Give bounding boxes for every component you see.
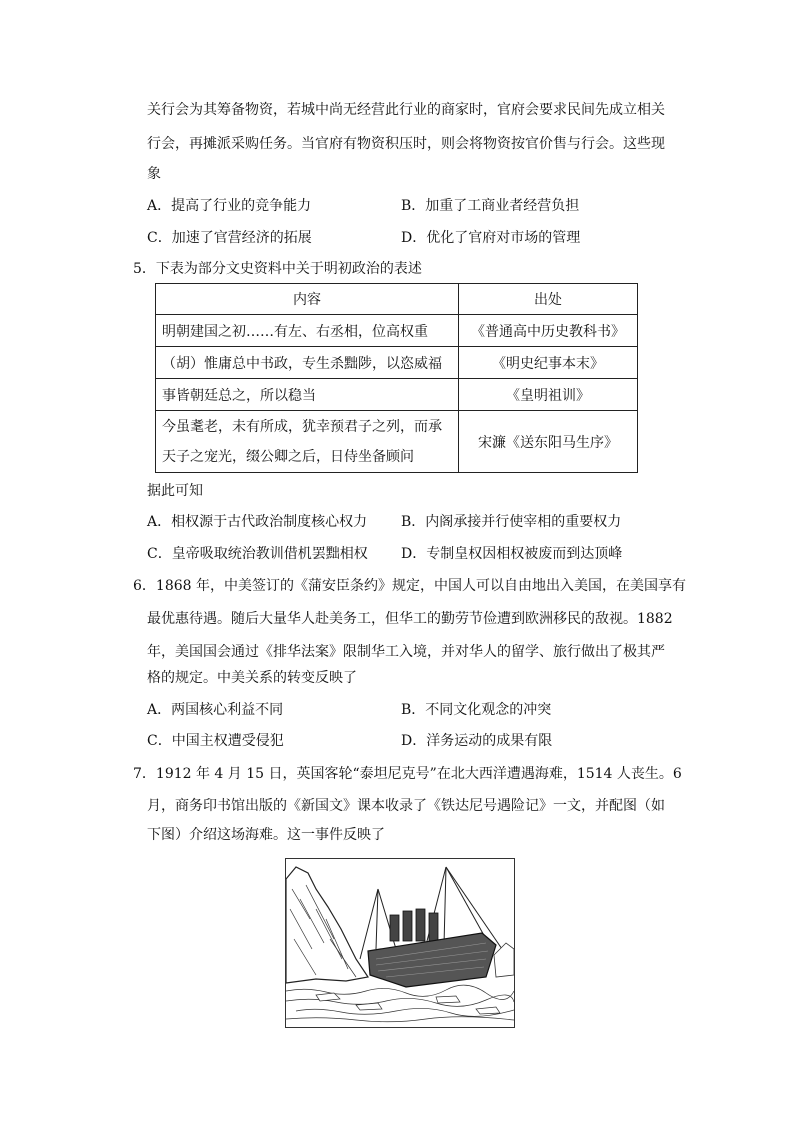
q6-option-a: A．两国核心利益不同 xyxy=(147,702,284,718)
table-cell-source: 《皇明祖训》 xyxy=(459,379,638,411)
q5-option-b: B．内阁承接并行使宰相的重要权力 xyxy=(401,514,622,530)
table-cell-source: 《明史纪事本末》 xyxy=(459,347,638,379)
table-row xyxy=(156,411,638,473)
q4-stem-line-1: 关行会为其筹备物资，若城中尚无经营此行业的商家时，官府会要求民间先成立相关 xyxy=(147,102,665,118)
table-row xyxy=(156,379,638,411)
q6-stem-line-1: 6．1868 年，中美签订的《蒲安臣条约》规定，中国人可以自由地出入美国，在美国享有 xyxy=(133,578,686,594)
q6-option-c: C．中国主权遭受侵犯 xyxy=(147,733,284,749)
q5-after-table: 据此可知 xyxy=(147,483,203,499)
table-cell-content: 明朝建国之初……有左、右丞相，位高权重 xyxy=(156,315,459,347)
table-cell-source: 《普通高中历史教科书》 xyxy=(459,315,638,347)
q4-stem-line-2: 行会，再摊派采购任务。当官府有物资积压时，则会将物资按官价售与行会。这些现 xyxy=(147,136,665,152)
q4-option-c: C．加速了官营经济的拓展 xyxy=(147,230,312,246)
titanic-drawing xyxy=(286,859,514,1027)
ship-funnels xyxy=(390,909,438,941)
q6-stem-line-3: 年，美国国会通过《排华法案》限制华工入境，并对华人的留学、旅行做出了极其严 xyxy=(147,644,665,660)
source-table xyxy=(155,283,638,473)
q5-stem: 5．下表为部分文史资料中关于明初政治的表述 xyxy=(133,261,422,277)
q7-stem-line-3: 下图）介绍这场海难。这一事件反映了 xyxy=(147,827,385,843)
q4-option-a: A．提高了行业的竞争能力 xyxy=(147,198,312,214)
q5-option-c: C．皇帝吸取统治教训借机罢黜相权 xyxy=(147,546,368,562)
q6-option-b: B．不同文化观念的冲突 xyxy=(401,702,552,718)
table-cell-content: （胡）惟庸总中书政，专生杀黜陟，以恣威福 xyxy=(156,347,459,379)
q5-option-d: D．专制皇权因相权被废而到达顶峰 xyxy=(401,546,623,562)
sea-waves xyxy=(286,985,514,1022)
q6-stem-line-4: 格的规定。中美关系的转变反映了 xyxy=(147,670,357,686)
table-cell-content-line-2: 天子之宠光，缀公卿之后，日侍坐备顾问 xyxy=(162,448,414,465)
table-cell-content xyxy=(156,411,459,473)
q4-option-d: D．优化了官府对市场的管理 xyxy=(401,230,581,246)
q4-stem-line-3: 象 xyxy=(147,166,161,182)
table-cell-source: 宋濂《送东阳马生序》 xyxy=(459,411,638,473)
table-row xyxy=(156,315,638,347)
q6-stem-line-2: 最优惠待遇。随后大量华人赴美务工，但华工的勤劳节俭遭到欧洲移民的敌视。1882 xyxy=(147,611,673,627)
q4-option-b: B．加重了工商业者经营负担 xyxy=(401,198,580,214)
titanic-illustration xyxy=(285,858,515,1028)
table-cell-content-line-1: 今虽耄老，未有所成，犹幸预君子之列，而承 xyxy=(162,418,442,435)
table-row xyxy=(156,347,638,379)
table-cell-content: 事皆朝廷总之，所以稳当 xyxy=(156,379,459,411)
q7-stem-line-2: 月，商务印书馆出版的《新国文》课本收录了《铁达尼号遇险记》一文，并配图（如 xyxy=(147,798,665,814)
q7-stem-line-1: 7．1912 年 4 月 15 日，英国客轮“泰坦尼克号”在北大西洋遭遇海难，1514 人丧生。6 xyxy=(133,766,682,782)
table-header-content: 内容 xyxy=(156,284,459,315)
q5-option-a: A．相权源于古代政治制度核心权力 xyxy=(147,514,368,530)
q6-option-d: D．洋务运动的成果有限 xyxy=(401,733,553,749)
right-ice xyxy=(494,943,514,977)
table-header-source: 出处 xyxy=(459,284,638,315)
